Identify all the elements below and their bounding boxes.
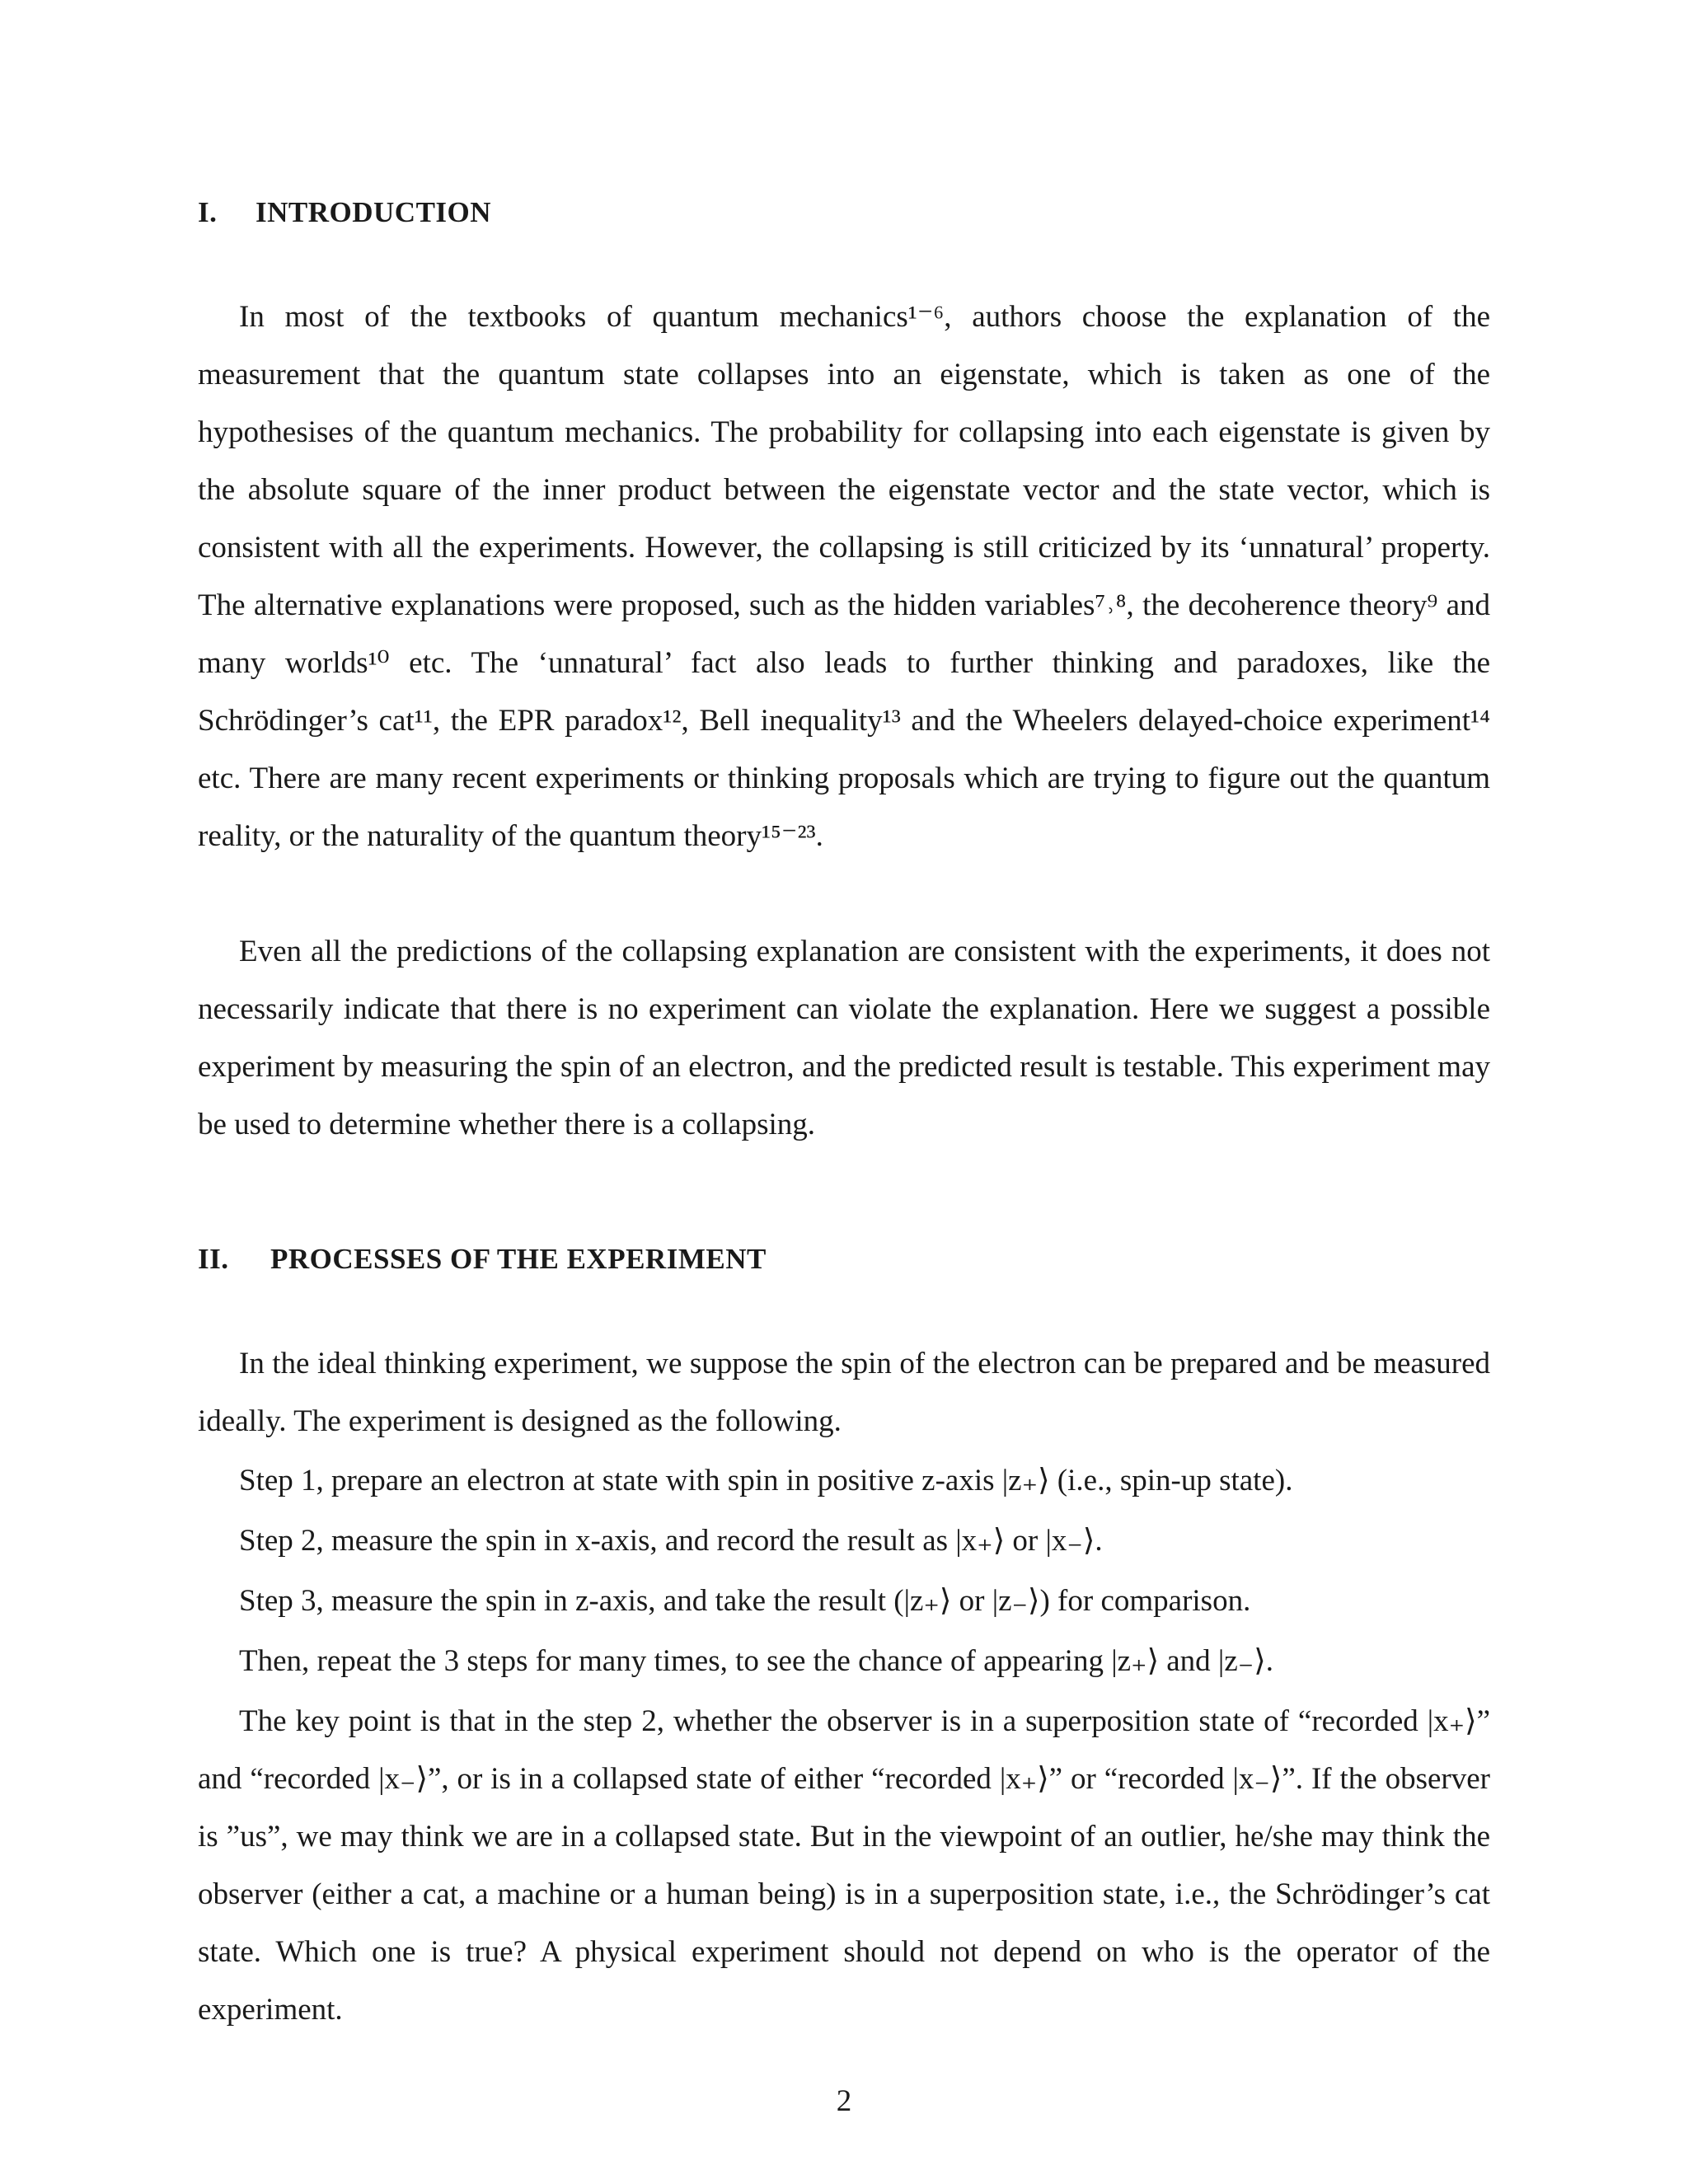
section-title: INTRODUCTION (256, 196, 492, 228)
processes-closing-paragraph: The key point is that in the step 2, whether the observer is in a superposition state of “recorded |x₊⟩” and “recorded |x₋⟩”, or is in a collapsed state of either “recorded |x₊⟩” or “recorded |x₋⟩”. If the observer is ”us”, we may think we are in a collapsed state. But in the viewpoint of an outlier, he/she may think the observer (either a cat, a machine or a human being) is in a superposition state, i.e., the Schrödinger’s cat state. Which one is true? A physical experiment should not depend on who is the operator of the experiment. (198, 1704, 1490, 2027)
processes-intro-paragraph: In the ideal thinking experiment, we suppose the spin of the electron can be prepared and be measured ideally. The experiment is designed as the following. (198, 1347, 1490, 1438)
section-heading-introduction (198, 196, 491, 229)
intro-paragraph-2: Even all the predictions of the collapsing explanation are consistent with the experiments, it does not necessarily indicate that there is no experiment can violate the explanation. Here we suggest a possible experiment by measuring the spin of an electron, and the predicted result is testable. This experiment may be used to determine whether there is a collapsing. (198, 935, 1490, 1141)
experiment-step-1: Step 1, prepare an electron at state with spin in positive z-axis |z₊⟩ (i.e., spin-up state). (239, 1464, 1293, 1497)
page-number: 2 (836, 2084, 852, 2118)
intro-paragraph-1: In most of the textbooks of quantum mechanics¹⁻⁶, authors choose the explanation of the measurement that the quantum state collapses into an eigenstate, which is taken as one of the hypothesises of the quantum mechanics. The probability for collapsing into each eigenstate is given by the absolute square of the inner product between the eigenstate vector and the state vector, which is consistent with all the experiments. However, the collapsing is still criticized by its ‘unnatural’ property. The alternative explanations were proposed, such as the hidden variables⁷˒⁸, the decoherence theory⁹ and many worlds¹⁰ etc. The ‘unnatural’ fact also leads to further thinking and paradoxes, like the Schrödinger’s cat¹¹, the EPR paradox¹², Bell inequality¹³ and the Wheelers delayed-choice experiment¹⁴ etc. There are many recent experiments or thinking proposals which are trying to figure out the quantum reality, or the naturality of the quantum theory¹⁵⁻²³. (198, 300, 1490, 853)
section-number: I. (198, 196, 218, 228)
section-heading-processes (198, 1243, 767, 1276)
experiment-step-3: Step 3, measure the spin in z-axis, and take the result (|z₊⟩ or |z₋⟩) for comparison. (239, 1584, 1251, 1618)
section-title: PROCESSES OF THE EXPERIMENT (270, 1243, 767, 1275)
paper-page (198, 0, 1490, 2184)
experiment-repeat: Then, repeat the 3 steps for many times, to see the chance of appearing |z₊⟩ and |z₋⟩. (239, 1644, 1273, 1678)
experiment-step-2: Step 2, measure the spin in x-axis, and record the result as |x₊⟩ or |x₋⟩. (239, 1524, 1103, 1558)
section-number: II. (198, 1243, 229, 1275)
